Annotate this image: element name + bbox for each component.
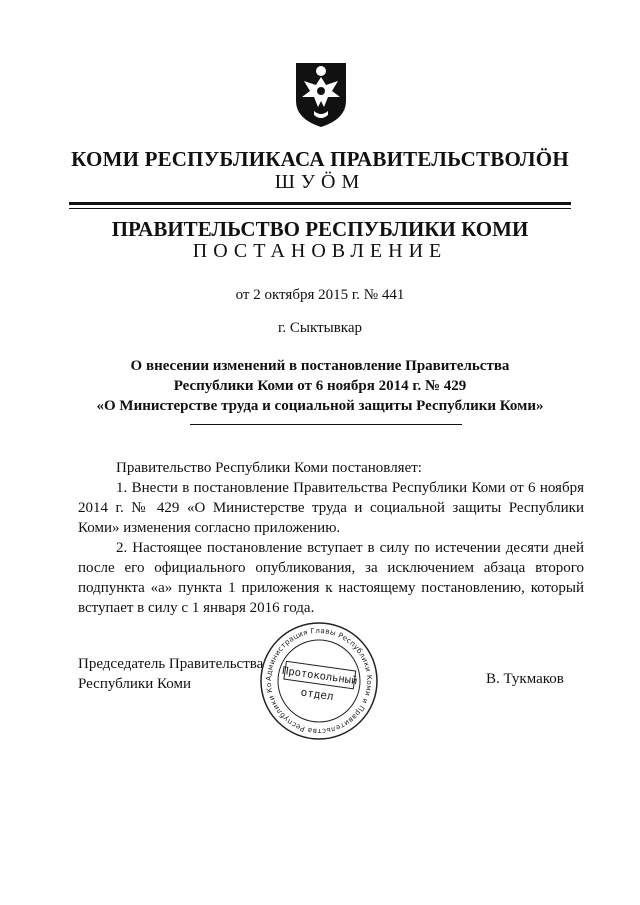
subject-line: О внесении изменений в постановление Правительства bbox=[130, 358, 510, 374]
stamp-ring-text: Администрация Главы Республики Коми и Правительства Республики Ко bbox=[263, 625, 375, 737]
signatory-name: В. Тукмаков bbox=[486, 671, 564, 687]
signatory-position-line: Республики Коми bbox=[78, 676, 191, 692]
subject-underline bbox=[190, 424, 462, 425]
ru-org-title: ПРАВИТЕЛЬСТВО РЕСПУБЛИКИ КОМИ bbox=[111, 217, 529, 241]
body-intro: Правительство Республики Коми постановляет: bbox=[116, 460, 422, 476]
ru-doc-type: ПОСТАНОВЛЕНИЕ bbox=[192, 240, 448, 262]
document-date-number: от 2 октября 2015 г. № 441 bbox=[235, 287, 405, 303]
body-item-1: 1. Внести в постановление Правительства Республики Коми от 6 ноября 2014 г. № 429 «О Министерстве труда и социальной защиты Республики Коми» изменения согласно приложению. bbox=[78, 480, 584, 536]
stamp-center-line: отдел bbox=[299, 685, 335, 704]
document-body bbox=[78, 458, 584, 618]
document-subject bbox=[0, 356, 640, 416]
komi-org-title: КОМИ РЕСПУБЛИКАСА ПРАВИТЕЛЬСТВОЛÖН bbox=[71, 147, 569, 171]
body-item-2: 2. Настоящее постановление вступает в силу по истечении десяти дней после его официального опубликования, за исключением абзаца второго подпункта «а» пункта 1 приложения к настоящему постановлению, который вступает в силу с 1 января 2016 года. bbox=[78, 540, 584, 616]
stamp-center-line: Протокольный bbox=[281, 664, 359, 688]
coat-of-arms-icon bbox=[294, 57, 348, 129]
signatory-position bbox=[78, 654, 263, 694]
subject-line: «О Министерстве труда и социальной защиты Республики Коми» bbox=[96, 398, 544, 414]
komi-doc-type: ШУÖМ bbox=[274, 171, 366, 193]
official-stamp bbox=[258, 620, 380, 742]
header-divider-thick bbox=[69, 202, 571, 205]
signatory-position-line: Председатель Правительства bbox=[78, 656, 264, 672]
subject-line: Республики Коми от 6 ноября 2014 г. № 429 bbox=[173, 378, 467, 394]
header-divider-thin bbox=[69, 208, 571, 209]
document-city: г. Сыктывкар bbox=[277, 320, 363, 336]
